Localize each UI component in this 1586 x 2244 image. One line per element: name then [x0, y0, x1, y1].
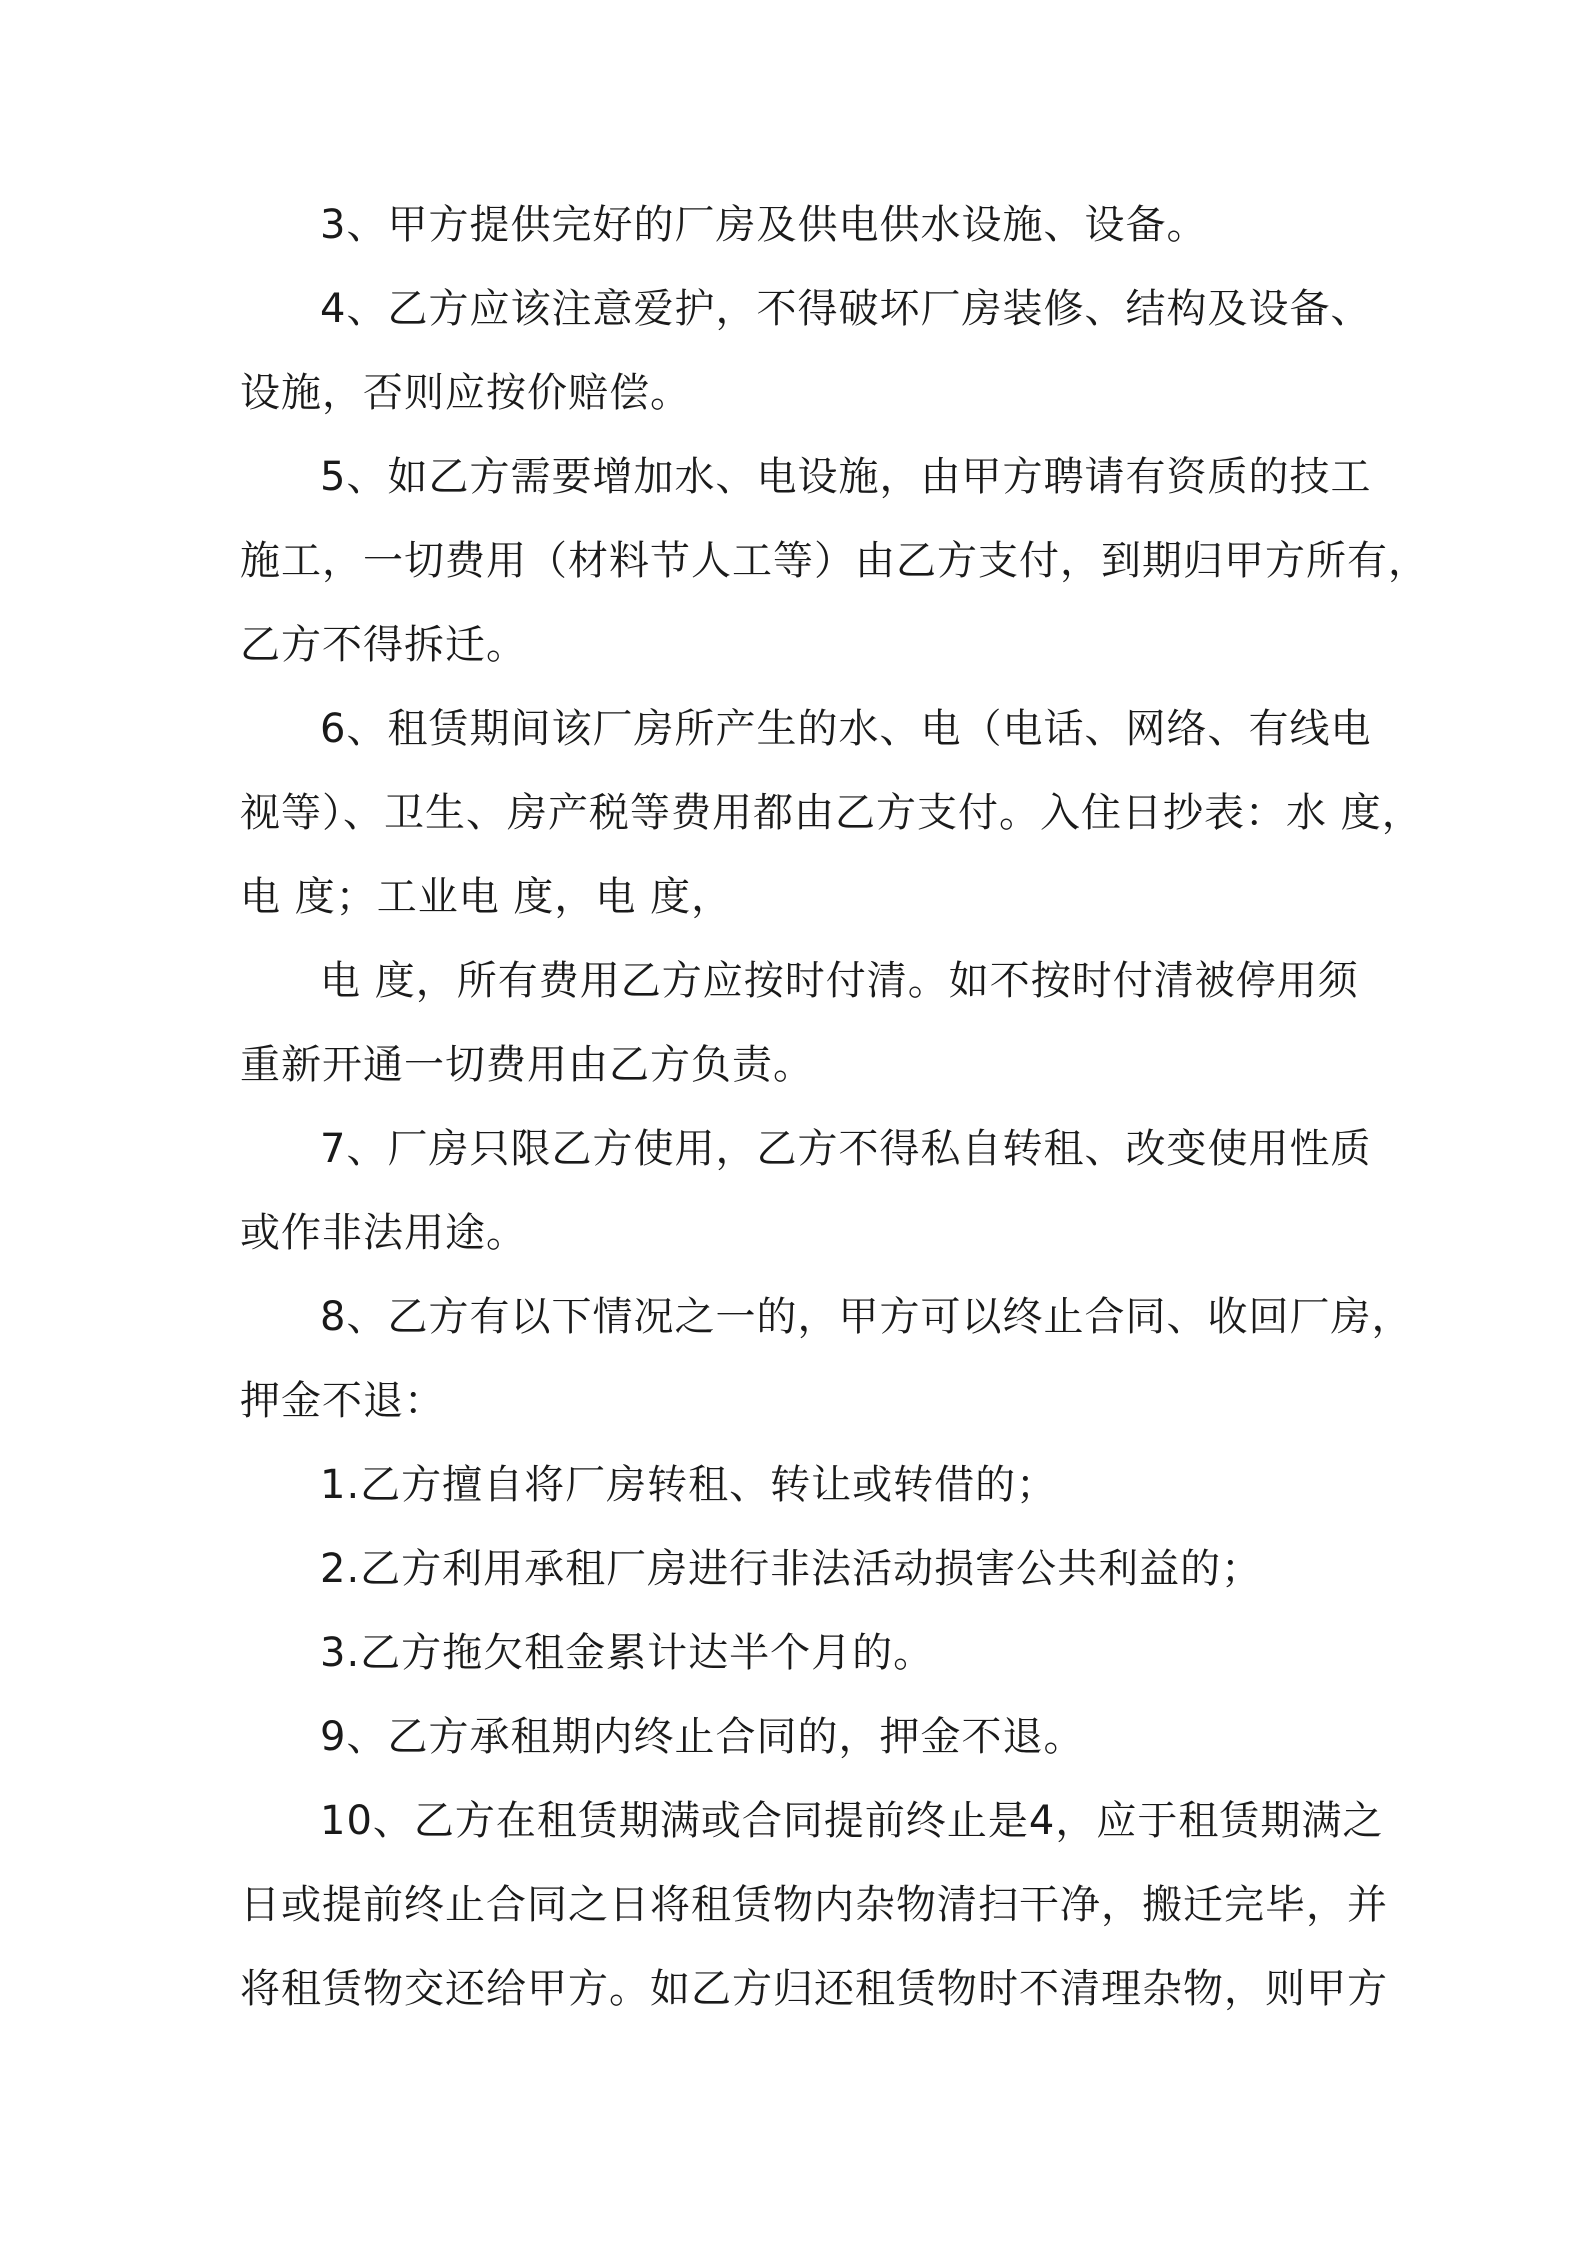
clause-8-item-1: 1.乙方擅自将厂房转租、转让或转借的；: [320, 1462, 1058, 1508]
clause-8-line-2: 押金不退：: [240, 1378, 445, 1424]
clause-10-line-3: 将租赁物交还给甲方。如乙方归还租赁物时不清理杂物，则甲方: [240, 1966, 1388, 2012]
clause-9-line-1: 9、乙方承租期内终止合同的，押金不退。: [320, 1714, 1085, 1760]
clause-7-line-1: 7、厂房只限乙方使用，乙方不得私自转租、改变使用性质: [320, 1126, 1372, 1172]
clause-6-line-4: 电 度，所有费用乙方应按时付清。如不按时付清被停用须: [320, 958, 1359, 1004]
clause-5-line-2: 施工，一切费用（材料节人工等）由乙方支付，到期归甲方所有，: [240, 538, 1429, 584]
clause-7-line-2: 或作非法用途。: [240, 1210, 527, 1256]
clause-4-line-2: 设施，否则应按价赔偿。: [240, 370, 691, 416]
clause-8-line-1: 8、乙方有以下情况之一的，甲方可以终止合同、收回厂房，: [320, 1294, 1413, 1340]
clause-6-line-2: 视等）、卫生、房产税等费用都由乙方支付。入住日抄表：水 度，: [240, 790, 1423, 836]
clause-8-item-3: 3.乙方拖欠租金累计达半个月的。: [320, 1630, 935, 1676]
clause-10-line-2: 日或提前终止合同之日将租赁物内杂物清扫干净，搬迁完毕，并: [240, 1882, 1388, 1928]
clause-6-line-3: 电 度；工业电 度，电 度，: [240, 874, 733, 920]
clause-8-item-2: 2.乙方利用承租厂房进行非法活动损害公共利益的；: [320, 1546, 1263, 1592]
clause-3-line-1: 3、甲方提供完好的厂房及供电供水设施、设备。: [320, 202, 1208, 248]
clause-5-line-1: 5、如乙方需要增加水、电设施，由甲方聘请有资质的技工: [320, 454, 1372, 500]
clause-5-line-3: 乙方不得拆迁。: [240, 622, 527, 668]
clause-4-line-1: 4、乙方应该注意爱护，不得破坏厂房装修、结构及设备、: [320, 286, 1372, 332]
clause-6-line-1: 6、租赁期间该厂房所产生的水、电（电话、网络、有线电: [320, 706, 1372, 752]
clause-6-line-5: 重新开通一切费用由乙方负责。: [240, 1042, 814, 1088]
clause-10-line-1: 10、乙方在租赁期满或合同提前终止是4，应于租赁期满之: [320, 1798, 1384, 1844]
